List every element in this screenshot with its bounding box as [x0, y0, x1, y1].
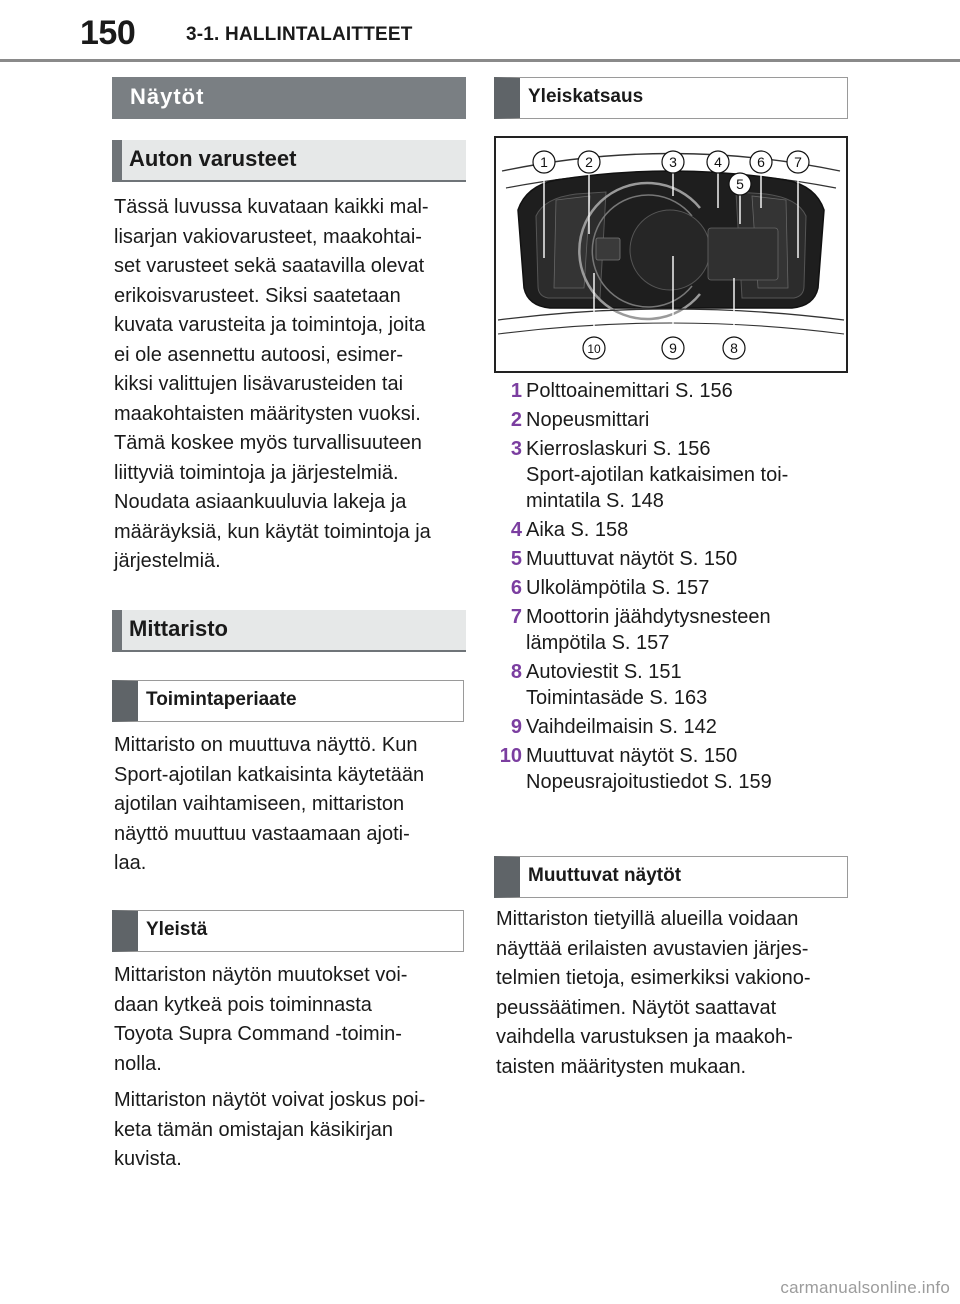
- text-line: Mittariston tietyillä alueilla voidaan: [496, 908, 799, 930]
- legend-line: Kierroslaskuri S. 156: [526, 438, 711, 460]
- text-line: taisten määritysten mukaan.: [496, 1055, 747, 1078]
- heading-toimintaperiaate-text: Toimintaperiaate: [146, 689, 297, 710]
- legend-item: [494, 714, 854, 740]
- legend-number: 5: [510, 548, 522, 570]
- text-line: Mittaristo on muuttuva näyttö. Kun: [114, 734, 418, 756]
- legend-line: Muuttuvat näytöt S. 150: [526, 745, 738, 767]
- text-line: peussäätimen. Näytöt saattavat: [496, 996, 777, 1019]
- heading-muuttuvat-naytot-text: Muuttuvat näytöt: [528, 865, 682, 886]
- text-line: Sport-ajotilan katkaisinta käytetään: [114, 763, 425, 786]
- text-line: näyttö muuttuu vastaamaan ajoti-: [114, 822, 410, 845]
- text-line: Mittariston näytön muutokset voi-: [114, 964, 408, 986]
- callout-8: 8: [730, 340, 738, 356]
- header-rule: [0, 59, 960, 62]
- text-line: Tässä luvussa kuvataan kaikki mal-: [114, 196, 429, 218]
- instrument-cluster-figure: [494, 136, 848, 373]
- paragraph-toimintaperiaate: [114, 731, 468, 879]
- text-line: kuvista.: [114, 1148, 182, 1170]
- legend-number: 1: [510, 380, 522, 402]
- legend-line: Moottorin jäähdytysnesteen: [526, 606, 771, 628]
- legend-line: Sport-ajotilan katkaisimen toi-: [526, 464, 789, 486]
- callout-1: 1: [540, 154, 548, 170]
- legend-line: Vaihdeilmaisin S. 142: [526, 716, 717, 738]
- section-label: 3-1. HALLINTALAITTEET: [186, 24, 413, 45]
- callout-3: 3: [669, 154, 677, 170]
- text-line: nolla.: [114, 1052, 162, 1075]
- figure-legend: [494, 378, 854, 798]
- heading-auton-varusteet: [112, 140, 466, 182]
- legend-number: 7: [510, 606, 522, 628]
- legend-line: Autoviestit S. 151: [526, 661, 682, 683]
- page-number: 150: [80, 14, 136, 52]
- text-line: Tämä koskee myös turvallisuuteen: [114, 432, 422, 454]
- text-line: erikoisvarusteet. Siksi saatetaan: [114, 284, 401, 307]
- heading-mittaristo-text: Mittaristo: [129, 616, 228, 641]
- callout-7: 7: [794, 154, 802, 170]
- text-line: set varusteet sekä saatavilla olevat: [114, 255, 425, 277]
- text-line: Toyota Supra Command -toimin-: [114, 1023, 402, 1045]
- paragraph-auton-varusteet: [114, 193, 468, 577]
- callout-4: 4: [714, 154, 722, 170]
- text-line: kiksi valittujen lisävarusteiden tai: [114, 373, 404, 395]
- text-line: ei ole asennettu autoosi, esimer-: [114, 343, 404, 366]
- text-line: kuvata varusteita ja toimintoja, joita: [114, 314, 426, 336]
- legend-line: Toimintasäde S. 163: [526, 687, 708, 709]
- text-line: näyttää erilaisten avustavien järjes-: [496, 937, 809, 960]
- text-line: järjestelmiä.: [114, 550, 221, 572]
- legend-number: 6: [510, 577, 522, 599]
- legend-line: Ulkolämpötila S. 157: [526, 577, 710, 599]
- legend-number: 2: [510, 409, 522, 431]
- heading-auton-varusteet-text: Auton varusteet: [129, 146, 297, 171]
- legend-line: Nopeusrajoitustiedot S. 159: [526, 771, 772, 793]
- legend-item: [494, 517, 854, 543]
- text-line: vaihdella varustuksen ja maakoh-: [496, 1026, 793, 1048]
- text-line: Noudata asiaankuuluvia lakeja ja: [114, 491, 407, 513]
- heading-toimintaperiaate: [112, 680, 464, 722]
- text-line: laa.: [114, 852, 147, 874]
- legend-line: Polttoainemittari S. 156: [526, 380, 733, 402]
- legend-number: 10: [499, 745, 522, 767]
- legend-number: 8: [510, 661, 522, 683]
- legend-item: [494, 659, 854, 711]
- heading-naytot-text: Näytöt: [130, 84, 205, 109]
- legend-line: Nopeusmittari: [526, 409, 650, 431]
- heading-mittaristo: [112, 610, 466, 652]
- heading-yleista-text: Yleistä: [146, 919, 208, 940]
- paragraph-muuttuvat-naytot: [496, 905, 856, 1082]
- heading-muuttuvat-naytot: [494, 856, 848, 898]
- text-line: daan kytkeä pois toiminnasta: [114, 993, 372, 1016]
- legend-line: lämpötila S. 157: [526, 632, 670, 654]
- text-line: määräyksiä, kun käytät toimintoja ja: [114, 520, 431, 543]
- page-header: [0, 0, 960, 62]
- heading-yleiskatsaus-text: Yleiskatsaus: [528, 86, 644, 107]
- text-line: maakohtaisten määritysten vuoksi.: [114, 402, 421, 425]
- legend-line: Muuttuvat näytöt S. 150: [526, 548, 738, 570]
- text-line: ajotilan vaihtamiseen, mittariston: [114, 793, 405, 815]
- legend-number: 4: [510, 519, 522, 541]
- callout-10: 10: [587, 342, 601, 356]
- heading-naytot: [112, 77, 466, 119]
- callout-2: 2: [585, 154, 593, 170]
- legend-line: mintatila S. 148: [526, 490, 664, 512]
- text-line: keta tämän omistajan käsikirjan: [114, 1118, 394, 1141]
- legend-line: Aika S. 158: [526, 519, 629, 541]
- text-line: Mittariston näytöt voivat joskus poi-: [114, 1089, 426, 1111]
- paragraph-yleista-1: [114, 961, 468, 1079]
- heading-yleiskatsaus: [494, 77, 848, 119]
- callout-9: 9: [669, 340, 677, 356]
- legend-item: [494, 546, 854, 572]
- text-line: lisarjan vakiovarusteet, maakohtai-: [114, 225, 422, 248]
- callout-6: 6: [757, 154, 765, 170]
- heading-yleista: [112, 910, 464, 952]
- legend-item: [494, 604, 854, 656]
- watermark: carmanualsonline.info: [780, 1278, 950, 1297]
- callout-5: 5: [736, 176, 744, 192]
- legend-number: 3: [510, 438, 522, 460]
- legend-item: [494, 378, 854, 404]
- legend-number: 9: [510, 716, 522, 738]
- legend-item: [494, 575, 854, 601]
- paragraph-yleista-2: [114, 1086, 468, 1175]
- legend-item: [494, 743, 854, 795]
- text-line: telmien tietoja, esimerkiksi vakiono-: [496, 967, 811, 989]
- legend-item: [494, 436, 854, 514]
- text-line: liittyviä toimintoja ja järjestelmiä.: [114, 461, 399, 484]
- instrument-cluster-illustration: [496, 138, 846, 371]
- legend-item: [494, 407, 854, 433]
